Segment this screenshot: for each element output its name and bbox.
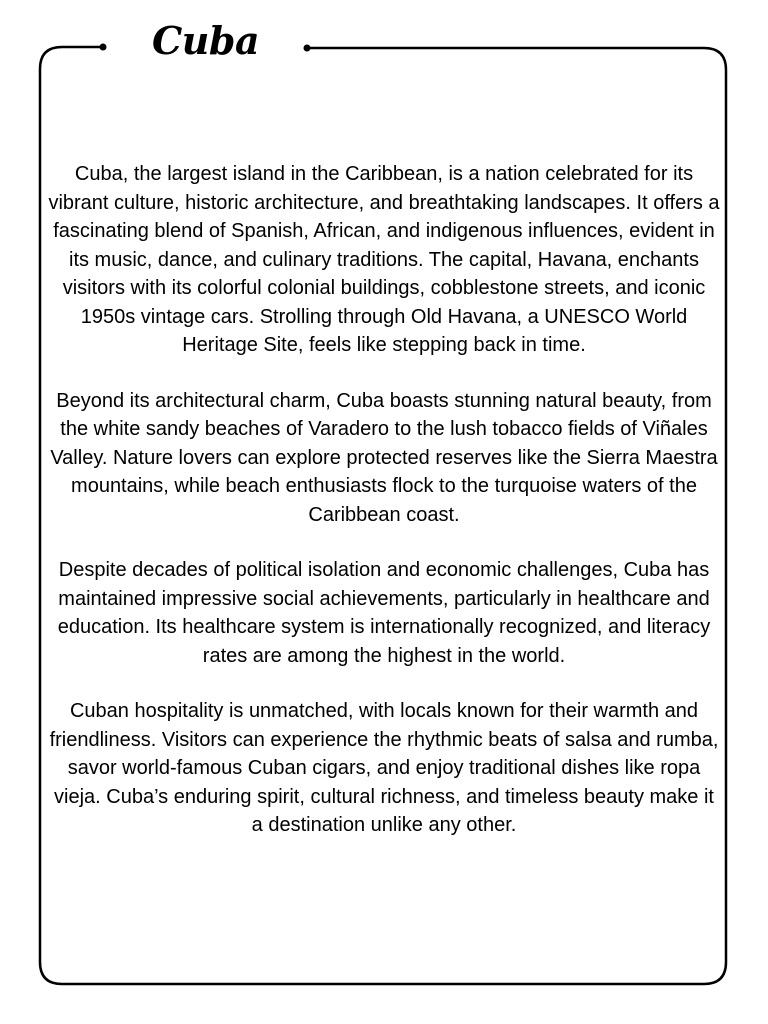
paragraph-4: Cuban hospitality is unmatched, with locals known for their warmth and friendliness. Visitors can experience the rhythmic beats of salsa and rumba, savor world-famous Cuban cigars, and enjoy traditional dishes like ropa vieja. Cuba’s enduring spirit, cultural richness, and timeless beauty make it a destination unlike any other. — [49, 700, 719, 836]
paragraph-2: Beyond its architectural charm, Cuba boasts stunning natural beauty, from the white sandy beaches of Varadero to the lush tobacco fields of Viñales Valley. Nature lovers can explore protected reserves like the Sierra Maestra mountains, while beach enthusiasts flock to the turquoise waters of the Caribbean coast. — [50, 389, 718, 526]
border-left-dot — [100, 44, 107, 51]
paragraph-3: Despite decades of political isolation and economic challenges, Cuba has maintained impressive social achievements, particularly in healthcare and education. Its healthcare system is internationally recognized, and literacy rates are among the highest in the world. — [57, 559, 711, 667]
page-title: Cuba — [152, 18, 260, 63]
border-right-dot — [304, 45, 311, 52]
article-body — [48, 160, 720, 867]
paragraph-1: Cuba, the largest island in the Caribbean, is a nation celebrated for its vibrant culture, historic architecture, and breathtaking landscapes. It offers a fascinating blend of Spanish, African, and indigenous influences, evident in its music, dance, and culinary traditions. The capital, Havana, enchants visitors with its colorful colonial buildings, cobblestone streets, and iconic 1950s vintage cars. Strolling through Old Havana, a UNESCO World Heritage Site, feels like stepping back in time. — [48, 163, 720, 356]
